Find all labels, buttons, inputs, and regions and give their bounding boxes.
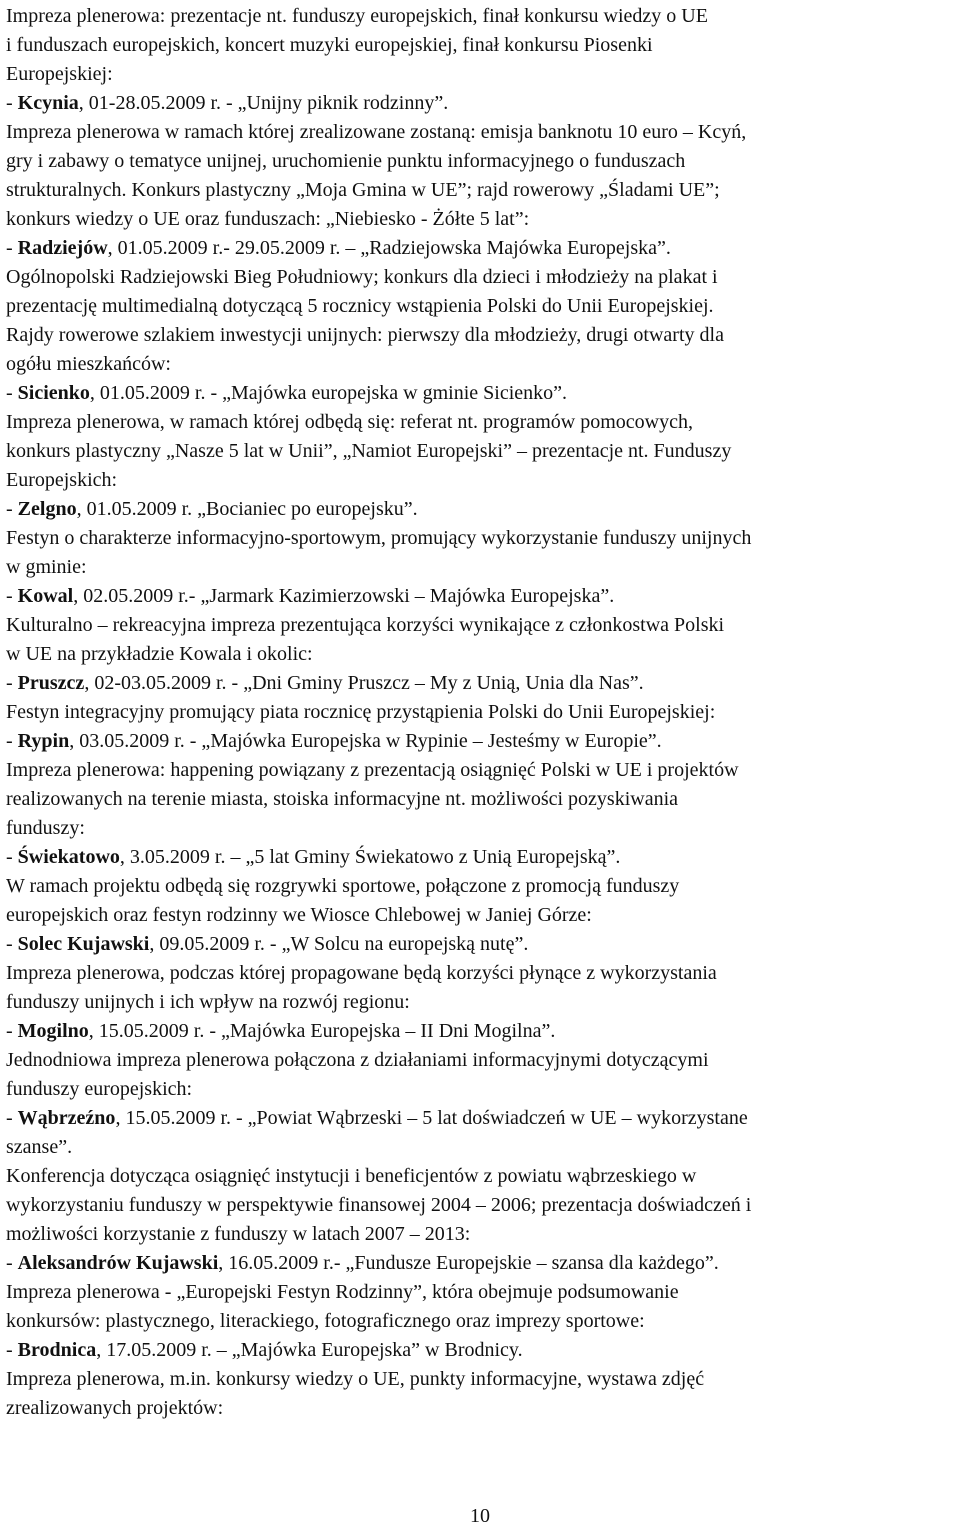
event-description-line	[6, 292, 955, 321]
line-text: , 01.05.2009 r. - „Majówka europejska w gminie Sicienko”.	[89, 382, 568, 404]
event-description-line	[6, 1220, 955, 1249]
line-text: -	[6, 382, 18, 404]
event-description-line	[6, 31, 955, 60]
event-place-name: Solec Kujawski	[17, 933, 150, 955]
line-text: , 16.05.2009 r.- „Fundusze Europejskie – szansa dla każdego”.	[218, 1252, 719, 1274]
line-text: zrealizowanych projektów:	[6, 1397, 224, 1419]
event-description-line	[6, 611, 955, 640]
line-text: , 01-28.05.2009 r. - „Unijny piknik rodzinny”.	[78, 92, 449, 114]
line-text: Rajdy rowerowe szlakiem inwestycji unijnych: pierwszy dla młodzieży, drugi otwarty dla	[6, 324, 724, 346]
event-description-line	[6, 901, 955, 930]
event-entry-line	[6, 379, 955, 408]
event-entry-line	[6, 930, 955, 959]
line-text: , 15.05.2009 r. - „Majówka Europejska – II Dni Mogilna”.	[88, 1020, 556, 1042]
event-description-line	[6, 553, 955, 582]
line-text: prezentację multimedialną dotyczącą 5 rocznicy wstąpienia Polski do Unii Europejskiej.	[6, 295, 714, 317]
event-description-line	[6, 640, 955, 669]
line-text: Impreza plenerowa, w ramach której odbędą się: referat nt. programów pomocowych,	[6, 411, 693, 433]
event-entry-line	[6, 89, 955, 118]
event-description-line	[6, 872, 955, 901]
event-place-name: Pruszcz	[17, 672, 85, 694]
line-text: konkurs wiedzy o UE oraz funduszach: „Niebiesko - Żółte 5 lat”:	[6, 208, 530, 230]
line-text: -	[6, 672, 18, 694]
line-text: ogółu mieszkańców:	[6, 353, 171, 375]
event-place-name: Mogilno	[17, 1020, 89, 1042]
line-text: gry i zabawy o tematyce unijnej, uruchomienie punktu informacyjnego o funduszach	[6, 150, 686, 172]
event-entry-line	[6, 1336, 955, 1365]
event-place-name: Aleksandrów Kujawski	[17, 1252, 219, 1274]
line-text: W ramach projektu odbędą się rozgrywki sportowe, połączone z promocją funduszy	[6, 875, 680, 897]
event-description-line	[6, 321, 955, 350]
event-entry-line	[6, 1017, 955, 1046]
line-text: -	[6, 92, 18, 114]
line-text: -	[6, 846, 18, 868]
event-entry-line	[6, 234, 955, 263]
event-description-line	[6, 2, 955, 31]
event-description-line	[6, 524, 955, 553]
line-text: funduszy:	[6, 817, 85, 839]
line-text: , 01.05.2009 r.- 29.05.2009 r. – „Radziejowska Majówka Europejska”.	[107, 237, 671, 259]
event-description-line	[6, 176, 955, 205]
event-description-line	[6, 988, 955, 1017]
event-description-line	[6, 1191, 955, 1220]
line-text: Europejskiej:	[6, 63, 113, 85]
line-text: Kulturalno – rekreacyjna impreza prezentująca korzyści wynikające z członkostwa Polski	[6, 614, 725, 636]
line-text: realizowanych na terenie miasta, stoiska informacyjne nt. możliwości pozyskiwania	[6, 788, 679, 810]
event-entry-line	[6, 727, 955, 756]
event-description-line	[6, 1394, 955, 1423]
event-place-name: Sicienko	[17, 382, 90, 404]
event-place-name: Brodnica	[17, 1339, 97, 1361]
event-place-name: Rypin	[17, 730, 70, 752]
event-description-line	[6, 205, 955, 234]
line-text: funduszy europejskich:	[6, 1078, 193, 1100]
event-entry-line	[6, 495, 955, 524]
event-description-line	[6, 118, 955, 147]
event-place-name: Kowal	[17, 585, 74, 607]
document-body	[6, 2, 955, 1423]
line-text: europejskich oraz festyn rodzinny we Wiosce Chlebowej w Janiej Górze:	[6, 904, 592, 926]
line-text: Impreza plenerowa, podczas której propagowane będą korzyści płynące z wykorzystania	[6, 962, 717, 984]
line-text: , 02-03.05.2009 r. - „Dni Gminy Pruszcz – My z Unią, Unia dla Nas”.	[84, 672, 644, 694]
line-text: , 03.05.2009 r. - „Majówka Europejska w Rypinie – Jesteśmy w Europie”.	[69, 730, 662, 752]
line-text: konkurs plastyczny „Nasze 5 lat w Unii”, „Namiot Europejski” – prezentacje nt. Funduszy	[6, 440, 732, 462]
event-entry-line	[6, 1104, 955, 1133]
line-text: Impreza plenerowa, m.in. konkursy wiedzy o UE, punkty informacyjne, wystawa zdjęć	[6, 1368, 705, 1390]
event-description-line	[6, 1162, 955, 1191]
line-text: funduszy unijnych i ich wpływ na rozwój regionu:	[6, 991, 410, 1013]
event-description-line	[6, 785, 955, 814]
line-text: -	[6, 1107, 18, 1129]
line-text: strukturalnych. Konkurs plastyczny „Moja Gmina w UE”; rajd rowerowy „Śladami UE”;	[6, 179, 720, 201]
line-text: konkursów: plastycznego, literackiego, fotograficznego oraz imprezy sportowe:	[6, 1310, 645, 1332]
event-description-line	[6, 1075, 955, 1104]
line-text: -	[6, 1252, 18, 1274]
line-text: , 09.05.2009 r. - „W Solcu na europejską nutę”.	[149, 933, 529, 955]
event-description-line	[6, 466, 955, 495]
line-text: w UE na przykładzie Kowala i okolic:	[6, 643, 313, 665]
line-text: -	[6, 933, 18, 955]
line-text: -	[6, 730, 18, 752]
page-number: 10	[470, 1505, 490, 1527]
event-description-line	[6, 756, 955, 785]
event-entry-line	[6, 1133, 955, 1162]
line-text: Festyn o charakterze informacyjno-sportowym, promujący wykorzystanie funduszy unijnych	[6, 527, 752, 549]
line-text: -	[6, 1020, 18, 1042]
line-text: , 01.05.2009 r. „Bocianiec po europejsku”.	[76, 498, 418, 520]
line-text: możliwości korzystanie z funduszy w latach 2007 – 2013:	[6, 1223, 471, 1245]
event-description-line	[6, 698, 955, 727]
event-description-line	[6, 1365, 955, 1394]
line-text: w gminie:	[6, 556, 87, 578]
event-description-line	[6, 959, 955, 988]
line-text: i funduszach europejskich, koncert muzyki europejskiej, finał konkursu Piosenki	[6, 34, 653, 56]
line-text: Impreza plenerowa w ramach której zrealizowane zostaną: emisja banknotu 10 euro – Kcyń,	[6, 121, 747, 143]
line-text: Ogólnopolski Radziejowski Bieg Południowy; konkurs dla dzieci i młodzieży na plakat i	[6, 266, 718, 288]
line-text: Europejskich:	[6, 469, 118, 491]
event-place-name: Wąbrzeźno	[17, 1107, 116, 1129]
line-text: Festyn integracyjny promujący piata rocznicę przystąpienia Polski do Unii Europejskiej:	[6, 701, 716, 723]
event-description-line	[6, 437, 955, 466]
line-text: -	[6, 1339, 18, 1361]
line-text: szanse”.	[6, 1136, 73, 1158]
event-description-line	[6, 147, 955, 176]
event-place-name: Świekatowo	[17, 846, 120, 868]
event-description-line	[6, 1046, 955, 1075]
line-text: -	[6, 498, 18, 520]
event-entry-line	[6, 843, 955, 872]
event-description-line	[6, 350, 955, 379]
line-text: , 17.05.2009 r. – „Majówka Europejska” w Brodnicy.	[96, 1339, 523, 1361]
line-text: Impreza plenerowa - „Europejski Festyn Rodzinny”, która obejmuje podsumowanie	[6, 1281, 679, 1303]
event-description-line	[6, 60, 955, 89]
event-description-line	[6, 408, 955, 437]
event-description-line	[6, 1307, 955, 1336]
line-text: -	[6, 237, 18, 259]
line-text: Impreza plenerowa: prezentacje nt. funduszy europejskich, finał konkursu wiedzy o UE	[6, 5, 708, 27]
event-entry-line	[6, 582, 955, 611]
event-entry-line	[6, 1249, 955, 1278]
line-text: , 02.05.2009 r.- „Jarmark Kazimierzowski – Majówka Europejska”.	[73, 585, 615, 607]
line-text: Impreza plenerowa: happening powiązany z prezentacją osiągnięć Polski w UE i projektów	[6, 759, 739, 781]
event-description-line	[6, 263, 955, 292]
line-text: Jednodniowa impreza plenerowa połączona z działaniami informacyjnymi dotyczącymi	[6, 1049, 709, 1071]
event-place-name: Radziejów	[17, 237, 108, 259]
event-place-name: Kcynia	[17, 92, 79, 114]
line-text: Konferencja dotycząca osiągnięć instytucji i beneficjentów z powiatu wąbrzeskiego w	[6, 1165, 697, 1187]
event-description-line	[6, 1278, 955, 1307]
line-text: -	[6, 585, 18, 607]
line-text: , 3.05.2009 r. – „5 lat Gminy Świekatowo z Unią Europejską”.	[119, 846, 621, 868]
event-place-name: Zelgno	[17, 498, 77, 520]
line-text: , 15.05.2009 r. - „Powiat Wąbrzeski – 5 lat doświadczeń w UE – wykorzystane	[115, 1107, 748, 1129]
line-text: wykorzystaniu funduszy w perspektywie finansowej 2004 – 2006; prezentacja doświadczeń i	[6, 1194, 752, 1216]
event-description-line	[6, 814, 955, 843]
event-entry-line	[6, 669, 955, 698]
